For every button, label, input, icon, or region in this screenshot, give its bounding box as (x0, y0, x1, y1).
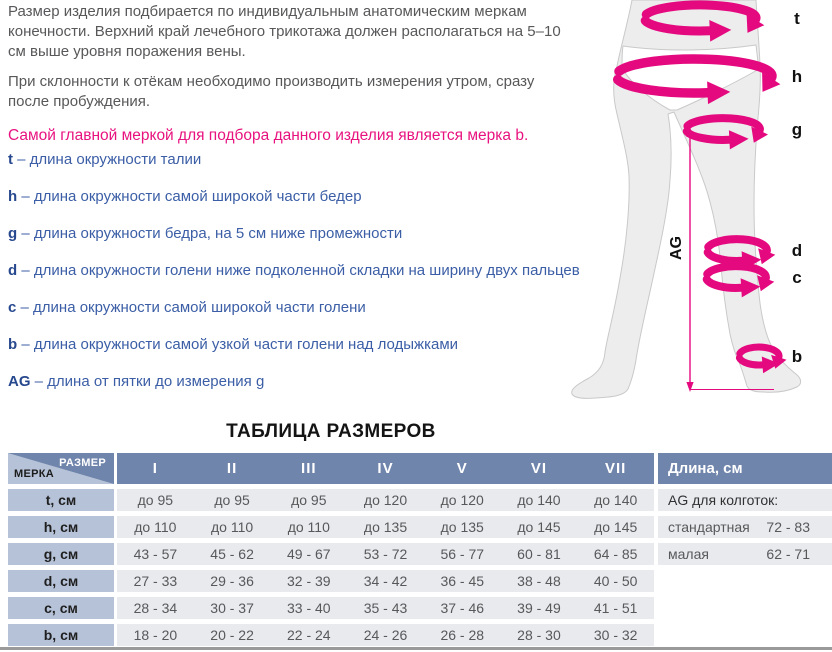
ring-label-t: t (794, 9, 800, 28)
ring-label-h: h (791, 67, 803, 86)
size-column-header-VII: VII (605, 460, 627, 477)
corner-label-size: РАЗМЕР (59, 457, 106, 469)
size-value-cell: до 145 (594, 519, 638, 535)
table-row (8, 570, 654, 592)
table-row (8, 624, 654, 646)
row-label: d, см (8, 570, 114, 592)
size-table-header (8, 453, 654, 484)
ring-label-b: b (791, 347, 803, 366)
measurement-item-h: h – длина окружности самой широкой части бедер (8, 188, 362, 205)
size-value-cell: 26 - 28 (440, 627, 485, 643)
size-column-header-VI: VI (530, 460, 548, 477)
measurements-list (8, 150, 608, 409)
size-table-title: ТАБЛИЦА РАЗМЕРОВ (226, 421, 436, 442)
size-value-cell: 30 - 37 (210, 600, 254, 616)
intro-paragraph-1: Размер изделия подбирается по индивидуальным анатомическим меркам конечности. Верхний край лечебного трикотажа должен располагаться на 5–10 см выше уровня поражения вены. (8, 3, 561, 60)
size-value-cell: 45 - 62 (210, 546, 254, 562)
table-row (8, 489, 654, 511)
size-column-header-I: I (152, 460, 158, 477)
ag-label: AG (668, 236, 685, 260)
intro-paragraph-2: При склонности к отёкам необходимо производить измерения утром, сразу после пробуждения. (8, 73, 535, 110)
size-value-cell: до 120 (363, 492, 408, 508)
size-value-cell: 22 - 24 (287, 627, 331, 643)
length-panel-header: Длина, см (658, 453, 832, 484)
size-value-cell: 29 - 36 (210, 573, 254, 589)
length-type-label: стандартная (668, 519, 750, 535)
table-row (8, 543, 654, 565)
legs-diagram-svg (560, 0, 832, 412)
length-panel-row (658, 543, 832, 565)
ring-label-d: d (791, 241, 803, 260)
size-value-cell: 56 - 77 (440, 546, 485, 562)
size-column-header-IV: IV (377, 460, 394, 477)
size-table (8, 453, 654, 651)
size-value-cell: до 135 (440, 519, 484, 535)
length-panel-body (658, 516, 832, 565)
row-label: h, см (8, 516, 114, 538)
measurement-item-d: d – длина окружности голени ниже подколенной складки на ширину двух пальцев (8, 262, 580, 279)
length-panel-row (658, 516, 832, 538)
row-values (117, 489, 654, 511)
size-column-header-II: II (226, 460, 238, 477)
intro-highlight: Самой главной меркой для подбора данного изделия является мерка b. (8, 127, 529, 144)
size-column-headers (117, 453, 654, 484)
measure-ring-labels (792, 9, 802, 366)
size-value-cell: 43 - 57 (133, 546, 178, 562)
row-values (117, 597, 654, 619)
size-value-cell: 36 - 45 (440, 573, 485, 589)
size-value-cell: до 110 (210, 519, 254, 535)
length-panel-subheader: AG для колготок: (658, 489, 832, 511)
table-row (8, 597, 654, 619)
size-value-cell: 38 - 48 (517, 573, 561, 589)
row-label: t, см (8, 489, 114, 511)
size-value-cell: до 110 (134, 519, 177, 535)
size-value-cell: 39 - 49 (517, 600, 561, 616)
intro-section (8, 2, 570, 146)
size-value-cell: 18 - 20 (133, 627, 178, 643)
ag-arrow-down-icon (686, 382, 693, 392)
size-value-cell: 28 - 30 (517, 627, 561, 643)
length-type-label: малая (668, 546, 709, 562)
row-values (117, 516, 654, 538)
size-value-cell: 40 - 50 (593, 573, 638, 589)
ring-label-c: c (792, 268, 802, 287)
size-table-body (8, 489, 654, 646)
size-value-cell: 30 - 32 (593, 627, 638, 643)
length-panel (658, 453, 832, 570)
size-value-cell: до 135 (363, 519, 408, 535)
corner-cell (8, 453, 114, 484)
size-value-cell: 41 - 51 (593, 600, 638, 616)
length-range-value: 62 - 71 (766, 546, 810, 562)
measurement-item-b: b – длина окружности самой узкой части голени над лодыжками (8, 336, 459, 353)
corner-label-measure: МЕРКА (14, 468, 54, 480)
size-value-cell: до 95 (137, 492, 174, 508)
measurement-item-c: c – длина окружности самой широкой части голени (8, 299, 366, 316)
size-value-cell: 24 - 26 (363, 627, 408, 643)
size-value-cell: 64 - 85 (593, 546, 638, 562)
row-label: b, см (8, 624, 114, 646)
size-value-cell: до 120 (440, 492, 484, 508)
size-value-cell: до 95 (214, 492, 250, 508)
row-values (117, 543, 654, 565)
size-value-cell: 34 - 42 (363, 573, 408, 589)
size-value-cell: 28 - 34 (133, 600, 178, 616)
length-range-value: 72 - 83 (766, 519, 810, 535)
measurement-item-AG: AG – длина от пятки до измерения g (8, 373, 265, 390)
size-value-cell: 27 - 33 (133, 573, 178, 589)
size-value-cell: до 110 (287, 519, 330, 535)
size-value-cell: 33 - 40 (287, 600, 331, 616)
row-label: g, см (8, 543, 114, 565)
ring-label-g: g (791, 120, 803, 139)
size-value-cell: 20 - 22 (210, 627, 254, 643)
size-value-cell: 35 - 43 (363, 600, 408, 616)
size-value-cell: до 95 (291, 492, 327, 508)
size-value-cell: 60 - 81 (517, 546, 561, 562)
size-value-cell: до 140 (594, 492, 638, 508)
measurement-item-t: t – длина окружности талии (8, 151, 202, 168)
row-label: c, см (8, 597, 114, 619)
row-values (117, 624, 654, 646)
size-value-cell: 53 - 72 (363, 546, 408, 562)
measurement-item-g: g – длина окружности бедра, на 5 см ниже промежности (8, 225, 403, 242)
size-value-cell: до 145 (517, 519, 561, 535)
size-value-cell: 32 - 39 (287, 573, 331, 589)
bottom-divider (0, 647, 832, 650)
size-value-cell: 37 - 46 (440, 600, 485, 616)
size-value-cell: до 140 (517, 492, 561, 508)
size-column-header-V: V (456, 460, 468, 477)
legs-diagram (560, 0, 832, 412)
size-column-header-III: III (301, 460, 317, 477)
size-value-cell: 49 - 67 (287, 546, 331, 562)
row-values (117, 570, 654, 592)
table-row (8, 516, 654, 538)
